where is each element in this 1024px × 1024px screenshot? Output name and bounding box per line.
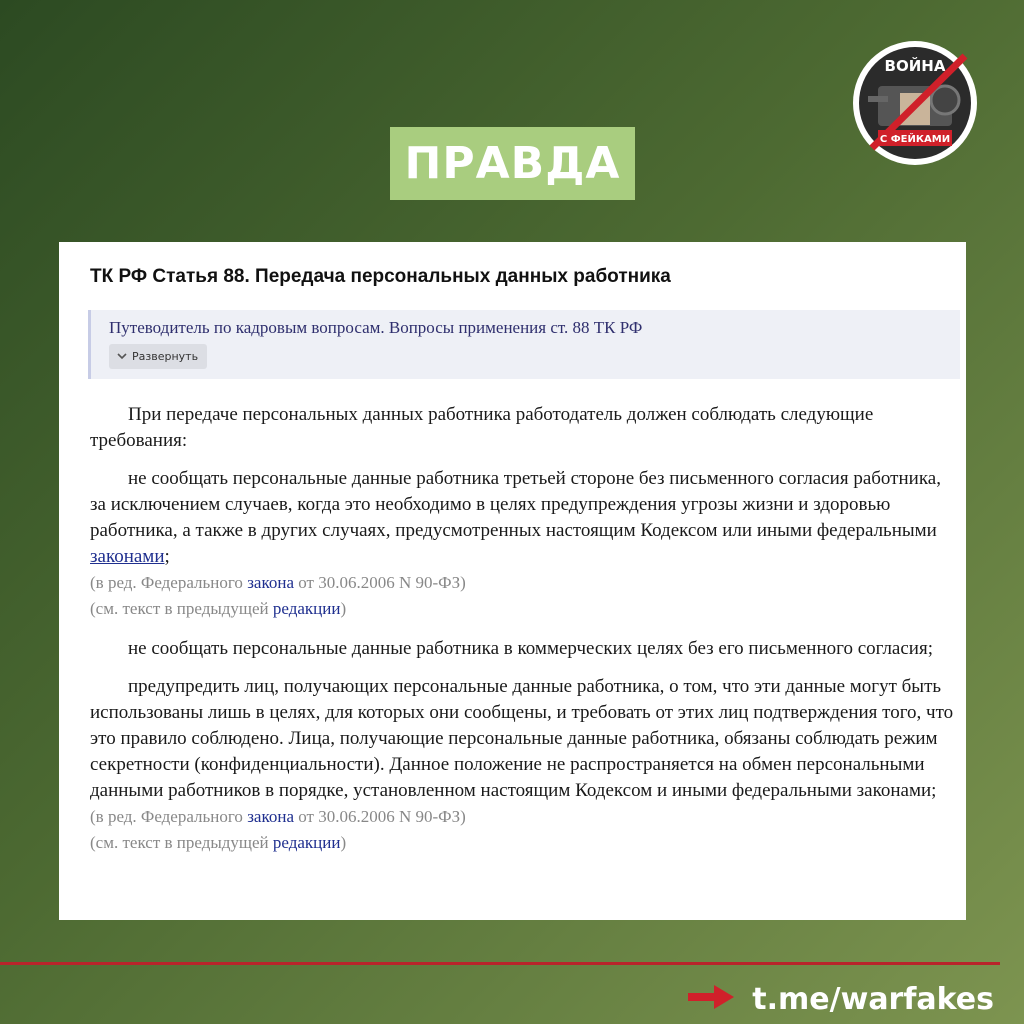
arrow-right-icon (688, 985, 734, 1014)
prev-edition-note-2: (см. текст в предыдущей редакции) (90, 833, 347, 852)
edition-note-1: (в ред. Федерального закона от 30.06.2006 N 90-ФЗ) (90, 573, 466, 592)
expand-label: Развернуть (132, 350, 199, 363)
expand-button[interactable] (109, 344, 207, 369)
channel-link[interactable]: t.me/warfakes (752, 982, 994, 1017)
verdict-badge: ПРАВДА (390, 127, 635, 200)
laws-link[interactable]: законами (90, 546, 165, 567)
logo-bottom-text: С ФЕЙКАМИ (879, 134, 951, 145)
law-link-2[interactable]: закона (247, 807, 294, 826)
intro-paragraph: При передаче персональных данных работника работодатель должен соблюдать следующие требования: (90, 404, 874, 451)
article-card (59, 242, 966, 920)
prev-edition-note-1: (см. текст в предыдущей редакции) (90, 599, 347, 618)
guide-panel (88, 310, 960, 379)
article-title: ТК РФ Статья 88. Передача персональных данных работника (90, 266, 671, 287)
edition-link-1[interactable]: редакции (272, 599, 341, 618)
item-1-paragraph: не сообщать персональные данные работника третьей стороне без письменного согласия работника, за исключением случаев, когда это необходимо в целях предупреждения угрозы жизни и здоровью работника, а также в других случаях, предусмотренных настоящим Кодексом или иными федеральными законами; (90, 468, 941, 567)
law-link-1[interactable]: закона (247, 573, 294, 592)
chevron-down-icon (117, 350, 127, 363)
logo-top-text: ВОЙНА (884, 57, 946, 75)
footer (688, 982, 994, 1017)
edition-link-2[interactable]: редакции (272, 833, 341, 852)
channel-logo (850, 38, 980, 168)
guide-link[interactable]: Путеводитель по кадровым вопросам. Вопросы применения ст. 88 ТК РФ (109, 318, 643, 337)
article-body (90, 402, 956, 856)
divider-line (0, 962, 1000, 965)
item-3-paragraph: предупредить лиц, получающих персональные данные работника, о том, что эти данные могут быть использованы лишь в целях, для которых они сообщены, и требовать от этих лиц подтверждения того, что это правило соблюдено. Лица, получающие персональные данные работника, обязаны соблюдать режим секретности (конфиденциальности). Данное положение не распространяется на обмен персональными данными работников в порядке, установленном настоящим Кодексом и иными федеральными законами; (90, 676, 954, 801)
edition-note-2: (в ред. Федерального закона от 30.06.2006 N 90-ФЗ) (90, 807, 466, 826)
item-2-paragraph: не сообщать персональные данные работника в коммерческих целях без его письменного согласия; (128, 638, 933, 659)
